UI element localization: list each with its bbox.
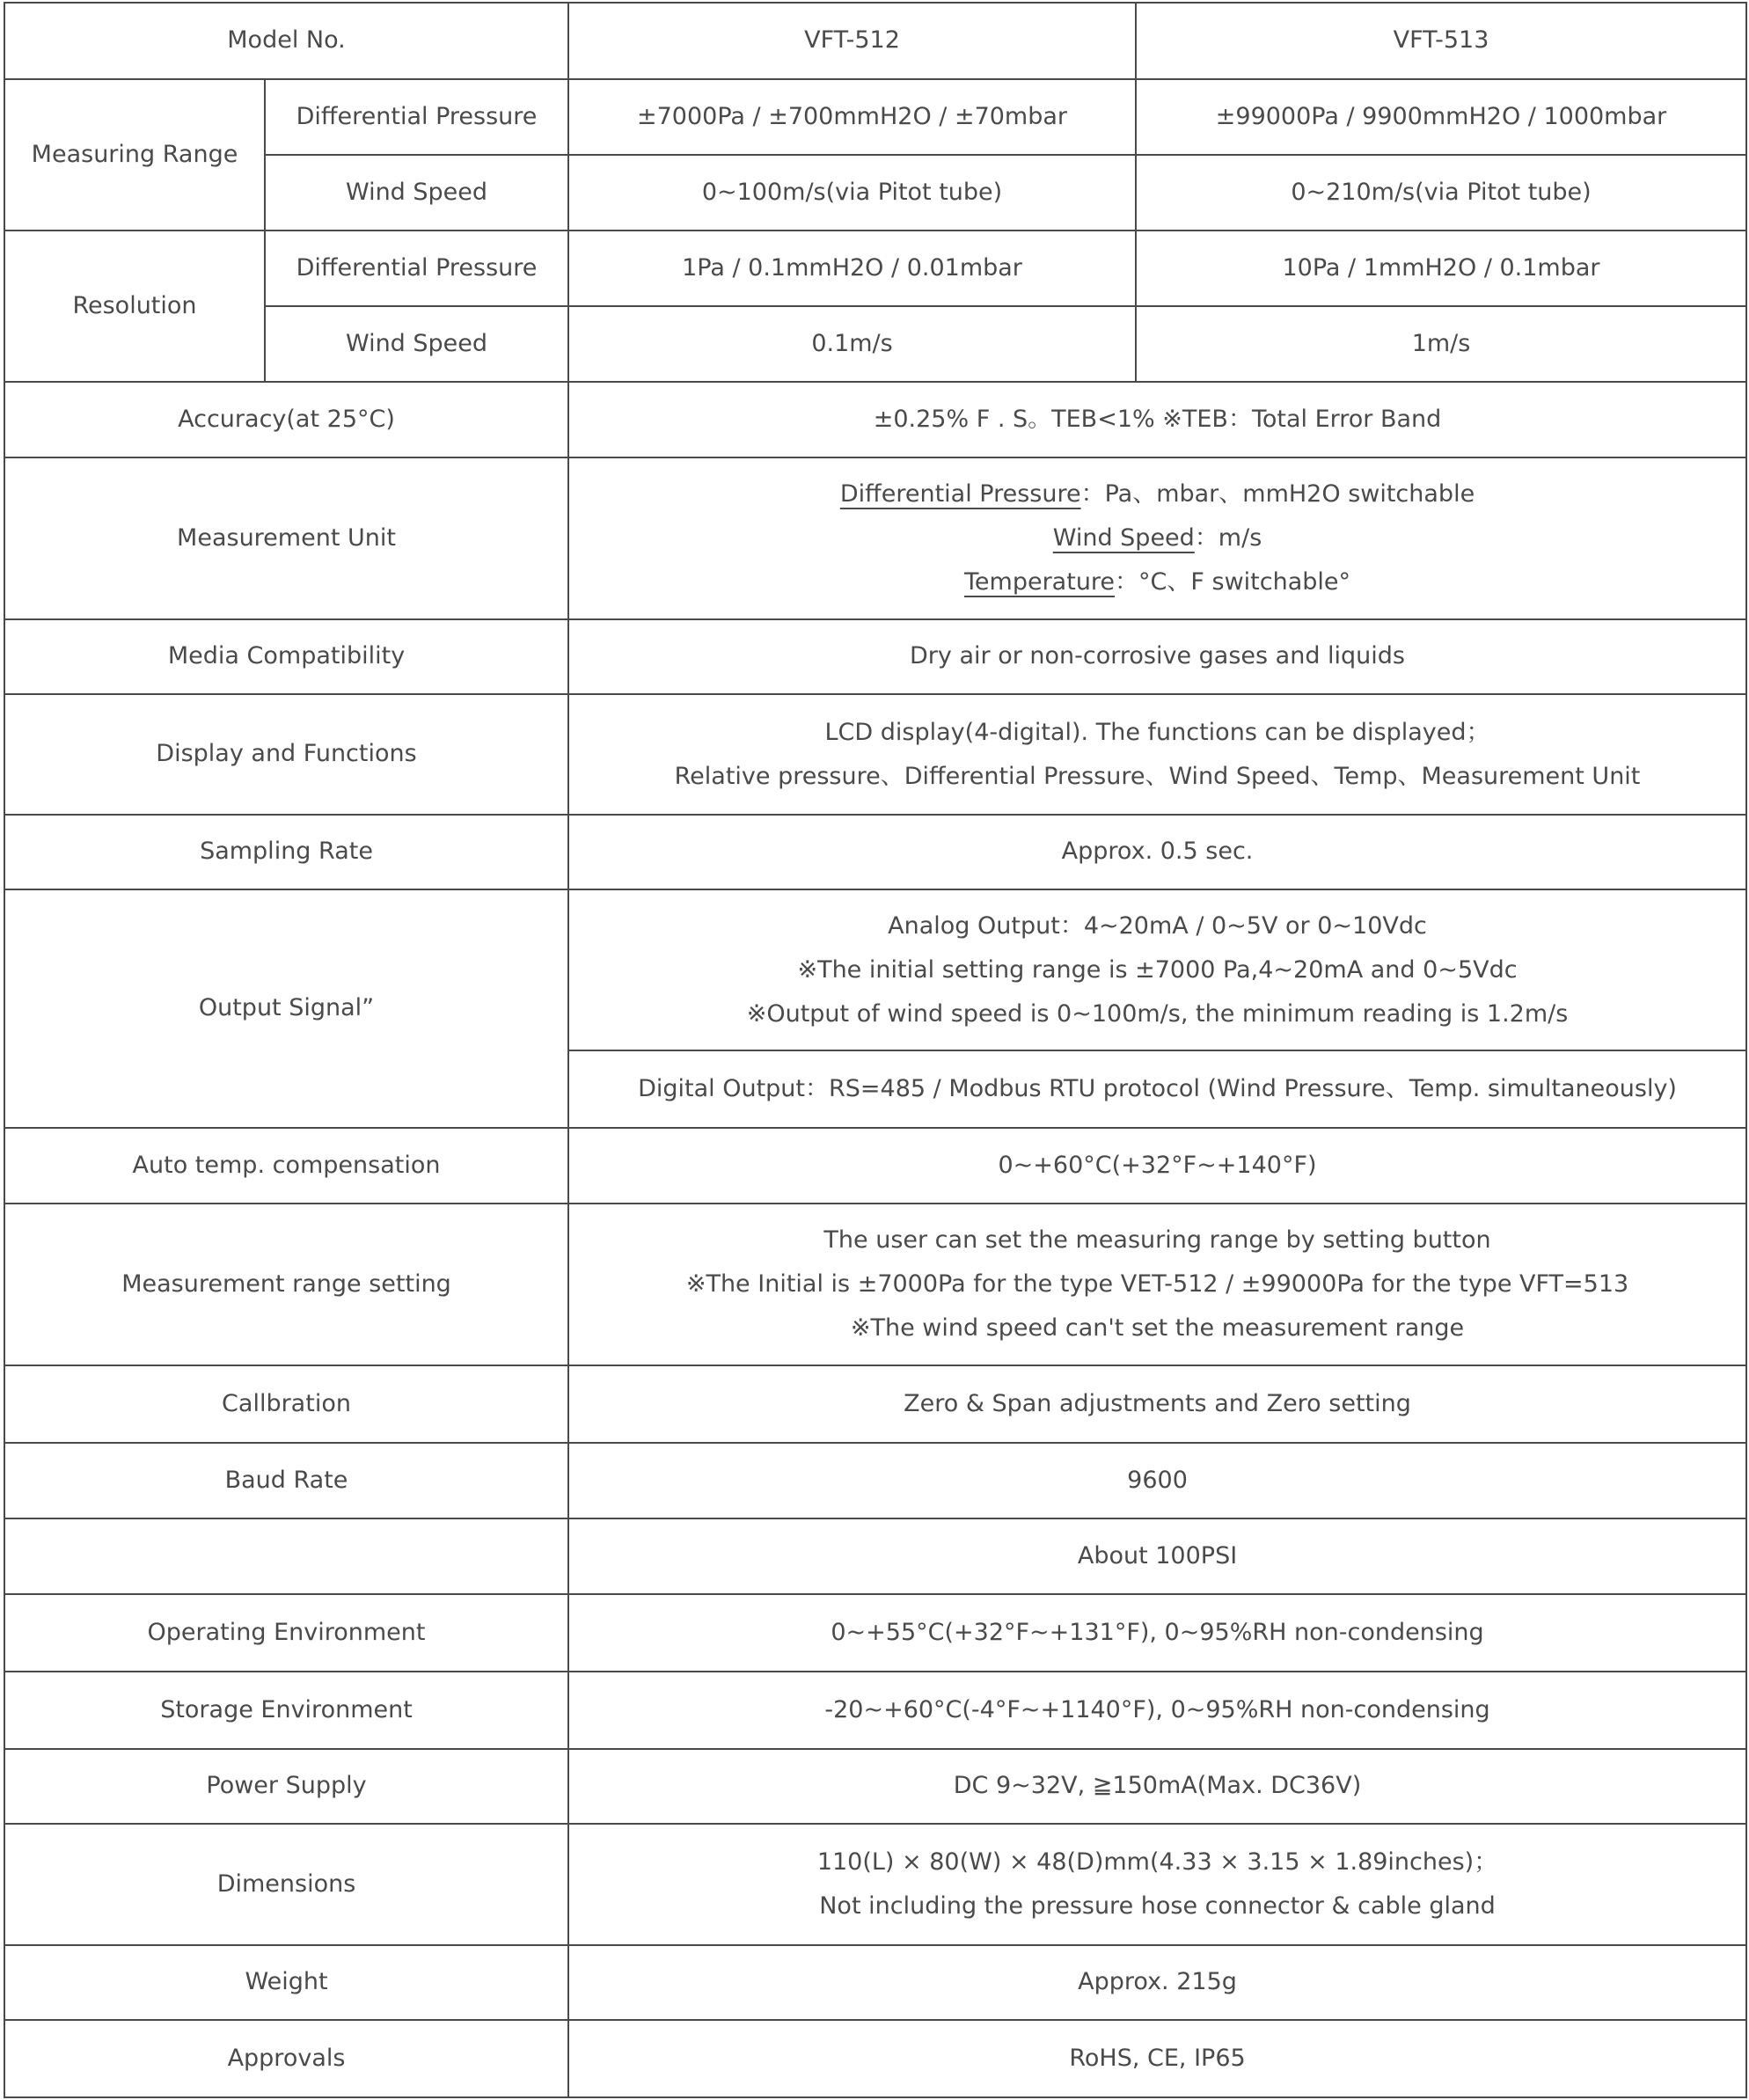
table-row-operating (4, 1594, 1746, 1672)
resolution-ws-b: 1m/s (1136, 306, 1746, 382)
unit-key-temp: Temperature (964, 568, 1116, 596)
sampling-value: Approx. 0.5 sec. (568, 815, 1746, 889)
table-row-approvals (4, 2020, 1746, 2097)
table-row-pressure-limit (4, 1518, 1746, 1594)
table-row-power (4, 1749, 1746, 1824)
table-row-measurement-unit (4, 457, 1746, 619)
table-row-storage (4, 1672, 1746, 1749)
media-value: Dry air or non-corrosive gases and liquids (568, 619, 1746, 694)
output-analog-line-3: ※Output of wind speed is 0~100m/s, the minimum reading is 1.2m/s (746, 999, 1569, 1028)
dimensions-label: Dimensions (4, 1824, 568, 1945)
pressure-limit-value: About 100PSI (568, 1518, 1746, 1594)
spec-table (4, 2, 1747, 2098)
output-analog-value (568, 889, 1746, 1050)
dimensions-line-1: 110(L) × 80(W) × 48(D)mm(4.33 × 3.15 × 1.89inches)； (816, 1848, 1498, 1876)
table-row-calibration (4, 1365, 1746, 1443)
measuring-range-ws-b: 0~210m/s(via Pitot tube) (1136, 155, 1746, 230)
storage-value: -20~+60°C(-4°F~+1140°F), 0~95%RH non-condensing (568, 1672, 1746, 1749)
output-digital-value: Digital Output：RS=485 / Modbus RTU protocol (Wind Pressure、Temp. simultaneously) (568, 1050, 1746, 1128)
measurement-unit-label: Measurement Unit (4, 457, 568, 619)
table-row-accuracy (4, 382, 1746, 457)
table-row-range-setting (4, 1204, 1746, 1365)
output-label: Output Signal” (4, 889, 568, 1128)
unit-line-dp (574, 472, 1740, 516)
display-line-2: Relative pressure、Differential Pressure、Wind Speed、Temp、Measurement Unit (674, 762, 1641, 790)
storage-label: Storage Environment (4, 1672, 568, 1749)
model-b-header: VFT-513 (1136, 3, 1746, 79)
measuring-range-ws-a: 0~100m/s(via Pitot tube) (568, 155, 1136, 230)
table-row-media (4, 619, 1746, 694)
power-label: Power Supply (4, 1749, 568, 1824)
resolution-dp-label: Differential Pressure (265, 230, 568, 306)
measuring-range-dp-label: Differential Pressure (265, 79, 568, 155)
unit-val-dp: ：Pa、mbar、mmH2O switchable (1080, 480, 1475, 508)
accuracy-label: Accuracy(at 25°C) (4, 382, 568, 457)
range-setting-value (568, 1204, 1746, 1365)
resolution-dp-b: 10Pa / 1mmH2O / 0.1mbar (1136, 230, 1746, 306)
power-value: DC 9~32V, ≧150mA(Max. DC36V) (568, 1749, 1746, 1824)
operating-value: 0~+55°C(+32°F~+131°F), 0~95%RH non-condensing (568, 1594, 1746, 1672)
table-row-baud (4, 1443, 1746, 1518)
resolution-label: Resolution (4, 230, 265, 382)
calibration-label: Callbration (4, 1365, 568, 1443)
output-analog-line-1: Analog Output：4~20mA / 0~5V or 0~10Vdc (888, 911, 1427, 940)
range-setting-label: Measurement range setting (4, 1204, 568, 1365)
auto-temp-label: Auto temp. compensation (4, 1128, 568, 1204)
dimensions-value (568, 1824, 1746, 1945)
unit-line-temp (574, 560, 1740, 604)
table-row-measuring-range-ws (4, 155, 1746, 230)
media-label: Media Compatibility (4, 619, 568, 694)
unit-key-ws: Wind Speed (1052, 524, 1195, 552)
table-row-resolution-ws (4, 306, 1746, 382)
table-row-sampling (4, 815, 1746, 889)
unit-val-temp: ：°C、F switchable° (1115, 568, 1351, 596)
table-row-measuring-range-dp (4, 79, 1746, 155)
table-row-auto-temp (4, 1128, 1746, 1204)
table-row-resolution-dp (4, 230, 1746, 306)
table-row-output-analog (4, 889, 1746, 1050)
range-setting-line-1: The user can set the measuring range by setting button (823, 1226, 1491, 1254)
baud-value: 9600 (568, 1443, 1746, 1518)
measuring-range-dp-b: ±99000Pa / 9900mmH2O / 1000mbar (1136, 79, 1746, 155)
operating-label: Operating Environment (4, 1594, 568, 1672)
display-line-1: LCD display(4-digital). The functions can be displayed； (824, 718, 1490, 746)
auto-temp-value: 0~+60°C(+32°F~+140°F) (568, 1128, 1746, 1204)
resolution-ws-a: 0.1m/s (568, 306, 1136, 382)
pressure-limit-label (4, 1518, 568, 1594)
measuring-range-ws-label: Wind Speed (265, 155, 568, 230)
display-value (568, 694, 1746, 815)
output-analog-line-2: ※The initial setting range is ±7000 Pa,4~20mA and 0~5Vdc (797, 955, 1518, 984)
range-setting-line-3: ※The wind speed can't set the measurement range (850, 1314, 1465, 1342)
table-row-weight (4, 1945, 1746, 2020)
table-row-dimensions (4, 1824, 1746, 1945)
weight-label: Weight (4, 1945, 568, 2020)
model-label: Model No. (4, 3, 568, 79)
approvals-label: Approvals (4, 2020, 568, 2097)
unit-line-ws (574, 516, 1740, 560)
table-row-model (4, 3, 1746, 79)
range-setting-line-2: ※The Initial is ±7000Pa for the type VET-512 / ±99000Pa for the type VFT=513 (685, 1270, 1629, 1298)
approvals-value: RoHS, CE, IP65 (568, 2020, 1746, 2097)
model-a-header: VFT-512 (568, 3, 1136, 79)
measurement-unit-value (568, 457, 1746, 619)
dimensions-line-2: Not including the pressure hose connector & cable gland (819, 1892, 1496, 1920)
resolution-ws-label: Wind Speed (265, 306, 568, 382)
resolution-dp-a: 1Pa / 0.1mmH2O / 0.01mbar (568, 230, 1136, 306)
table-row-display (4, 694, 1746, 815)
accuracy-value: ±0.25% F . S。TEB<1% ※TEB：Total Error Band (568, 382, 1746, 457)
baud-label: Baud Rate (4, 1443, 568, 1518)
weight-value: Approx. 215g (568, 1945, 1746, 2020)
unit-key-dp: Differential Pressure (839, 480, 1081, 508)
display-label: Display and Functions (4, 694, 568, 815)
calibration-value: Zero & Span adjustments and Zero setting (568, 1365, 1746, 1443)
unit-val-ws: ：m/s (1194, 524, 1262, 552)
sampling-label: Sampling Rate (4, 815, 568, 889)
measuring-range-dp-a: ±7000Pa / ±700mmH2O / ±70mbar (568, 79, 1136, 155)
measuring-range-label: Measuring Range (4, 79, 265, 230)
